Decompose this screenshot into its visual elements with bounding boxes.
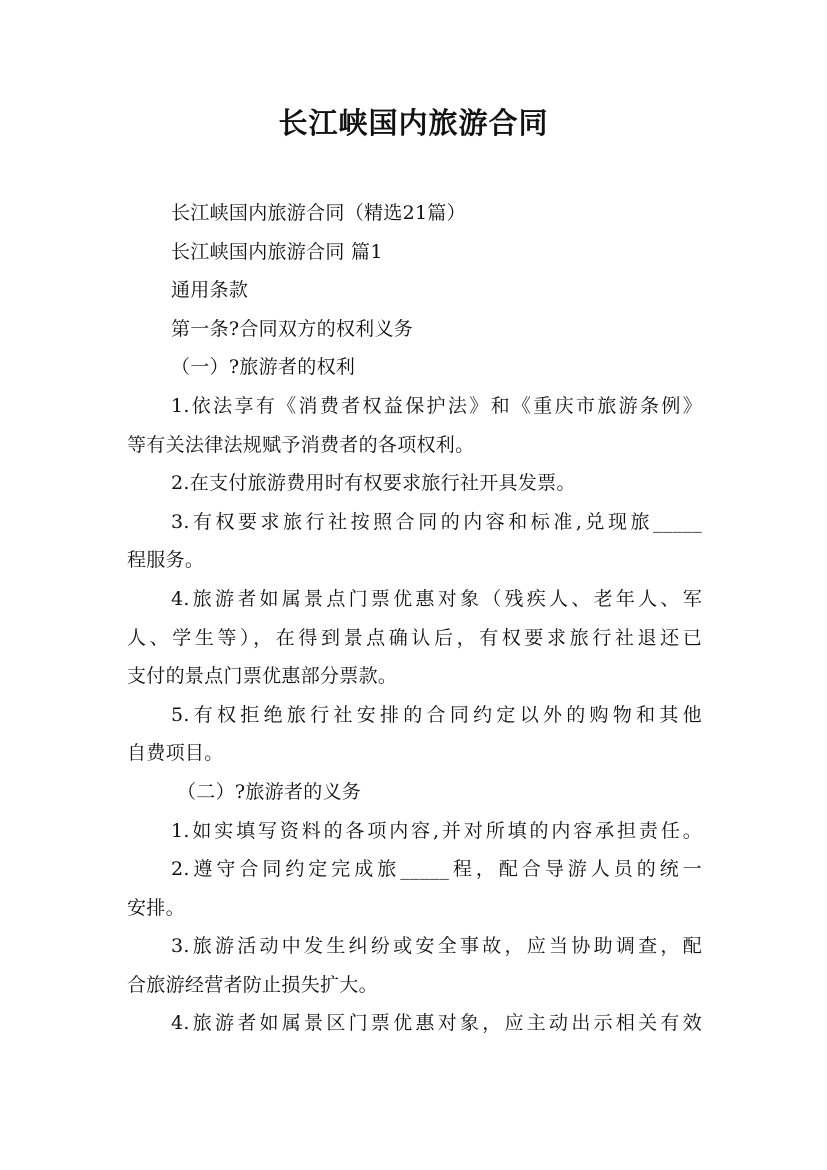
document-body <box>127 194 702 1043</box>
paragraph-line: 2.在支付旅游费用时有权要求旅行社开具发票。 <box>171 472 576 495</box>
paragraph-line: 第一条?合同双方的权利义务 <box>171 317 414 340</box>
paragraph-line: 4.旅游者如属景区门票优惠对象，应主动出示相关有效 <box>171 1012 702 1035</box>
paragraph-line: 4.旅游者如属景点门票优惠对象（残疾人、老年人、军 <box>171 587 702 610</box>
document-title: 长江峡国内旅游合同 <box>278 106 549 140</box>
paragraph-line: （一）?旅游者的权利 <box>171 356 356 379</box>
paragraph-line: 3.旅游活动中发生纠纷或安全事故，应当协助调查，配 <box>171 935 702 958</box>
paragraph-line: 通用条款 <box>171 279 249 302</box>
paragraph-line: 自费项目。 <box>127 742 224 765</box>
paragraph-line: 1.如实填写资料的各项内容,并对所填的内容承担责任。 <box>171 819 702 842</box>
paragraph-line: 等有关法律法规赋予消费者的各项权利。 <box>127 433 475 456</box>
paragraph-line: 合旅游经营者防止损失扩大。 <box>127 973 378 996</box>
paragraph-line: 5.有权拒绝旅行社安排的合同约定以外的购物和其他 <box>171 703 702 726</box>
paragraph-line: 程服务。 <box>127 549 205 572</box>
paragraph-line: 长江峡国内旅游合同 篇1 <box>171 240 383 263</box>
paragraph-line: （二）?旅游者的义务 <box>177 780 362 803</box>
paragraph-line: 安排。 <box>127 896 185 919</box>
paragraph-line: 2.遵守合同约定完成旅_____程，配合导游人员的统一 <box>171 858 702 881</box>
paragraph-line: 1.依法享有《消费者权益保护法》和《重庆市旅游条例》 <box>171 394 702 417</box>
paragraph-line: 人、学生等），在得到景点确认后，有权要求旅行社退还已 <box>127 626 702 649</box>
paragraph-line: 支付的景点门票优惠部分票款。 <box>127 665 398 688</box>
paragraph-line: 3.有权要求旅行社按照合同的内容和标准,兑现旅_____ <box>171 510 702 533</box>
paragraph-line: 长江峡国内旅游合同（精选21篇） <box>171 202 466 224</box>
